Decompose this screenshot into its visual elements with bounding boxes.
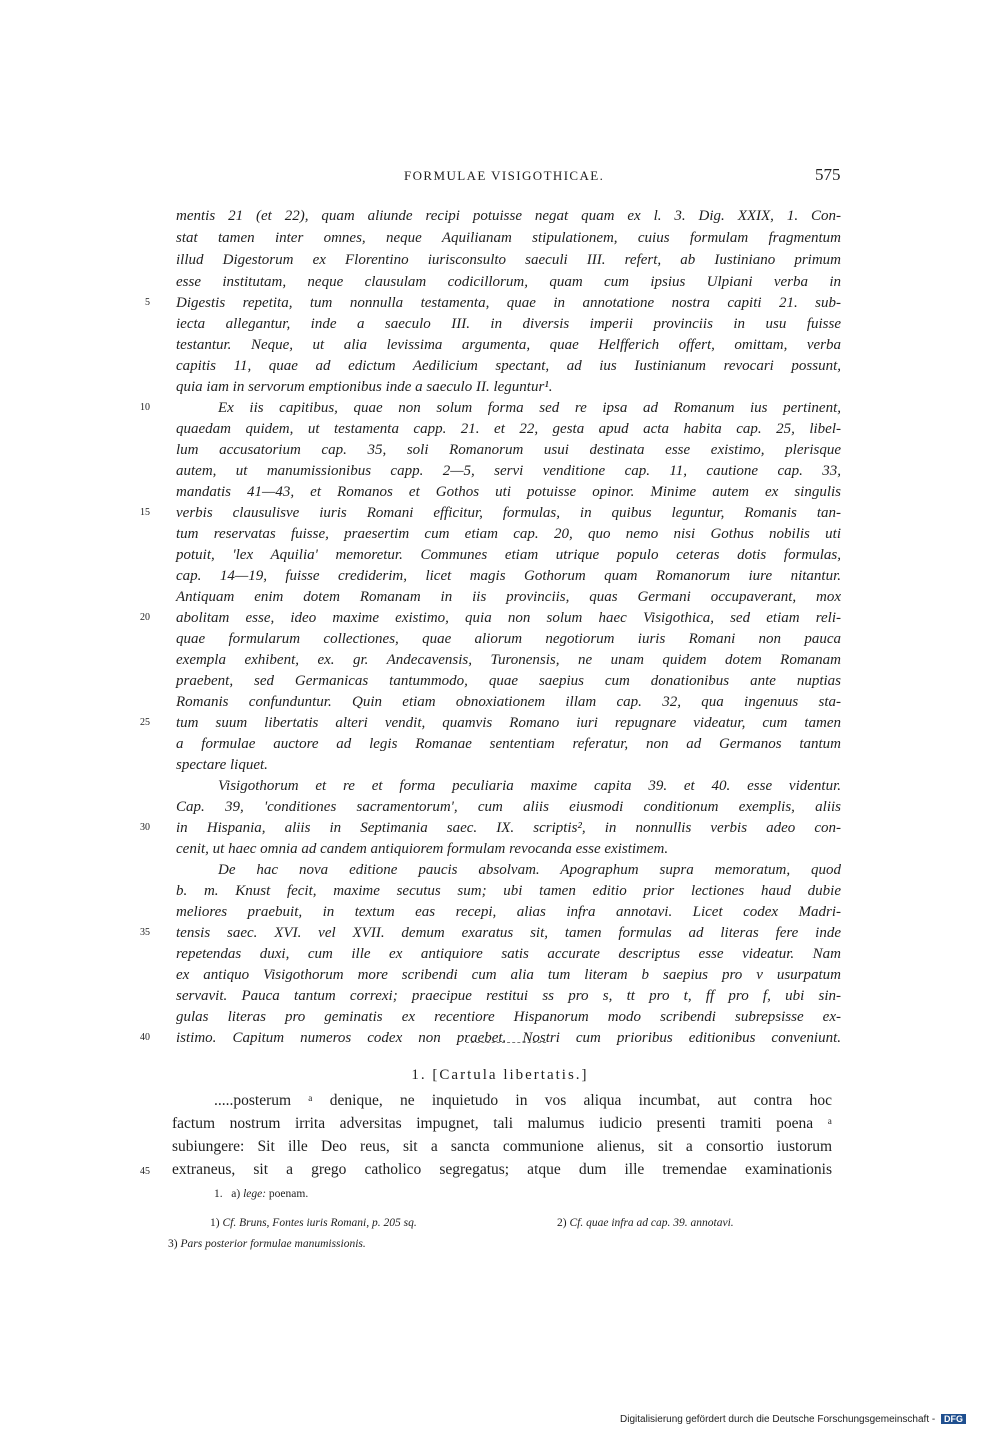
text-line: abolitam esse, ideo maxime existimo, quia non solum haec Visigothica, sed etiam reli- <box>176 610 841 626</box>
credit-text: Digitalisierung gefördert durch die Deutsche Forschungsgemeinschaft - <box>620 1414 936 1425</box>
text-line: ex antiquo Visigothorum more scribendi cum alia tum literam b saepius pro v usurpatum <box>176 967 841 983</box>
footnote-text: Pars posterior formulae manumissionis. <box>180 1238 366 1250</box>
text-line: spectare liquet. <box>176 757 268 773</box>
text-line: lum accusatorium cap. 35, soli Romanorum usui destinata esse existimo, plerisque <box>176 442 841 458</box>
text-line: exempla exhibent, ex. gr. Andecavensis, Turonensis, ne unam quidem dotem Romanam <box>176 652 841 668</box>
text-line: Visigothorum et re et forma peculiaria maxime capita 39. et 40. esse videntur. <box>218 778 841 794</box>
footnote-number: 3) <box>168 1238 178 1250</box>
page-number: 575 <box>815 165 841 184</box>
line-number: 20 <box>140 612 150 623</box>
text-line: capitis 11, quae ad edictum Aedilicium spectant, ad ius Iustinianum revocari possunt, <box>176 358 841 374</box>
text-line: autem, ut manumissionibus capp. 2—5, servi venditione cap. 11, cautione cap. 33, <box>176 463 841 479</box>
text-line: meliores praebuit, in textum eas recepi, alias infra annotavi. Licet codex Madri- <box>176 904 841 920</box>
text-line: Antiquam enim dotem Romanam in iis provinciis, quas Germani occupaverant, mox <box>176 589 841 605</box>
text-line: servavit. Pauca tantum correxi; praecipue restitui ss pro s, tt pro t, ff pro f, ubi sin- <box>176 988 841 1004</box>
text-line: b. m. Knust fecit, maxime secutus sum; ubi tamen editio prior lectiones haud dubie <box>176 883 841 899</box>
footnote-text: Cf. quae infra ad cap. 39. annotavi. <box>569 1217 734 1229</box>
footnote-1 <box>210 1217 417 1229</box>
text-line: verbis clausulisve iuris Romani efficitur, formulas, in quibus leguntur, Romanis tan- <box>176 505 841 521</box>
text-line: quae formularum collectiones, quae aliorum negotiorum iuris Romani non pauca <box>176 631 841 647</box>
text-line: cap. 14—19, fuisse crediderim, licet magis Gothorum quam Romanorum iure nitantur. <box>176 568 841 584</box>
line-number: 35 <box>140 927 150 938</box>
apparatus-label: 1. <box>214 1188 223 1200</box>
footnote-number: 2) <box>557 1217 567 1229</box>
text-line: quaedam quidem, ut testamenta capp. 21. et 22, gesta apud acta habita cap. 25, libel- <box>176 421 841 437</box>
text-line: potuit, 'lex Aquilia' memoretur. Communes etiam utrique populo ceteras dotis formulas, <box>176 547 841 563</box>
text-line: praebent, sed Germanicas tantummodo, quae saepius cum donationibus ante nuptias <box>176 673 841 689</box>
text-line: mentis 21 (et 22), quam aliunde recipi potuisse negat quam ex l. 3. Dig. XXIX, 1. Con- <box>176 208 841 224</box>
formula-line: .....posterum ᵃ denique, ne inquietudo in vos aliqua incumbat, aut contra hoc <box>214 1092 832 1109</box>
formula-line: factum nostrum irrita adversitas impugnet, tali malumus iudicio presenti tramiti poena ᵃ <box>172 1115 832 1132</box>
text-line: Ex iis capitibus, quae non solum forma sed re ipsa ad Romanum ius pertinent, <box>218 400 841 416</box>
text-line: illud Digestorum ex Florentino iurisconsulto saeculi III. refert, ab Iustiniano primum <box>176 252 841 268</box>
line-number: 10 <box>140 402 150 413</box>
text-line: quia iam in servorum emptionibus inde a saeculo II. leguntur¹. <box>176 379 553 395</box>
section-separator <box>466 1042 546 1043</box>
line-number: 45 <box>140 1166 150 1177</box>
footnote-2 <box>557 1217 734 1229</box>
apparatus-reading: poenam. <box>268 1188 309 1200</box>
line-number: 30 <box>140 822 150 833</box>
text-line: tum reservatas fuisse, praesertim cum etiam cap. 20, quo nemo nisi Gothus nobilis uti <box>176 526 841 542</box>
apparatus-siglum: a) <box>231 1188 241 1200</box>
text-line: in Hispania, aliis in Septimania saec. IX. scriptis², in nonnullis verbis adeo con- <box>176 820 841 836</box>
text-line: Cap. 39, 'conditiones sacramentorum', cum aliis eiusmodi conditionum exemplis, aliis <box>176 799 841 815</box>
section-title: 1. [Cartula libertatis.] <box>411 1067 589 1083</box>
text-line: istimo. Capitum numeros codex non praebet. Nostri cum prioribus editionibus conveniunt. <box>176 1030 841 1046</box>
text-line: De hac nova editione paucis absolvam. Apographum supra memoratum, quod <box>218 862 841 878</box>
apparatus-lege: lege: <box>243 1188 267 1200</box>
text-line: esse institutam, neque clausulam codicillorum, quam cum ipsius Ulpiani verba in <box>176 274 841 290</box>
text-line: testantur. Neque, ut alia levissima argumenta, quae Helfferich offert, omittam, verba <box>176 337 841 353</box>
formula-line: subiungere: Sit ille Deo reus, sit a sancta communione alienus, sit a consortio iustorum <box>172 1138 832 1155</box>
text-line: a formulae auctore ad legis Romanae sententiam referatur, non ad Germanos tantum <box>176 736 841 752</box>
dfg-logo: DFG <box>941 1414 966 1424</box>
text-line: Digestis repetita, tum nonnulla testamenta, quae in annotatione nostra capiti 21. sub- <box>176 295 841 311</box>
line-number: 25 <box>140 717 150 728</box>
running-header <box>0 165 1000 190</box>
text-line: iecta allegantur, inde a saeculo III. in diversis imperii provinciis in usu fuisse <box>176 316 841 332</box>
line-number: 15 <box>140 507 150 518</box>
critical-apparatus <box>214 1188 308 1200</box>
text-line: gulas literas pro geminatis ex recentiore Hispanorum modo scribendi subrepsisse ex- <box>176 1009 841 1025</box>
text-line: tensis saec. XVI. vel XVII. demum exaratus sit, tamen formulas ad literas fere inde <box>176 925 841 941</box>
footnote-3 <box>168 1238 366 1250</box>
text-line: cenit, ut haec omnia ad candem antiquiorem formulam revocanda esse existimem. <box>176 841 669 857</box>
digitization-credit <box>620 1414 966 1425</box>
footnote-text: Cf. Bruns, Fontes iuris Romani, p. 205 sq. <box>222 1217 417 1229</box>
text-line: mandatis 41—43, et Romanos et Gothos uti potuisse opinor. Minime autem ex singulis <box>176 484 841 500</box>
line-number: 40 <box>140 1032 150 1043</box>
line-number: 5 <box>145 297 150 308</box>
running-title: FORMULAE VISIGOTHICAE. <box>404 168 605 183</box>
text-line: repetendas duxi, cum ille ex antiquiore satis accurate descriptus esse videatur. Nam <box>176 946 841 962</box>
text-line: tum suum libertatis alteri vendit, quamvis Romano iuri repugnare videatur, cum tamen <box>176 715 841 731</box>
text-line: Romanis confunduntur. Quin etiam obnoxiationem illam cap. 32, qua ingenuus sta- <box>176 694 841 710</box>
text-line: stat tamen inter omnes, neque Aquilianam stipulationem, cuius formulam fragmentum <box>176 230 841 246</box>
footnote-number: 1) <box>210 1217 220 1229</box>
formula-line: extraneus, sit a grego catholico segregatus; atque dum ille tremendae examinationis <box>172 1161 832 1178</box>
